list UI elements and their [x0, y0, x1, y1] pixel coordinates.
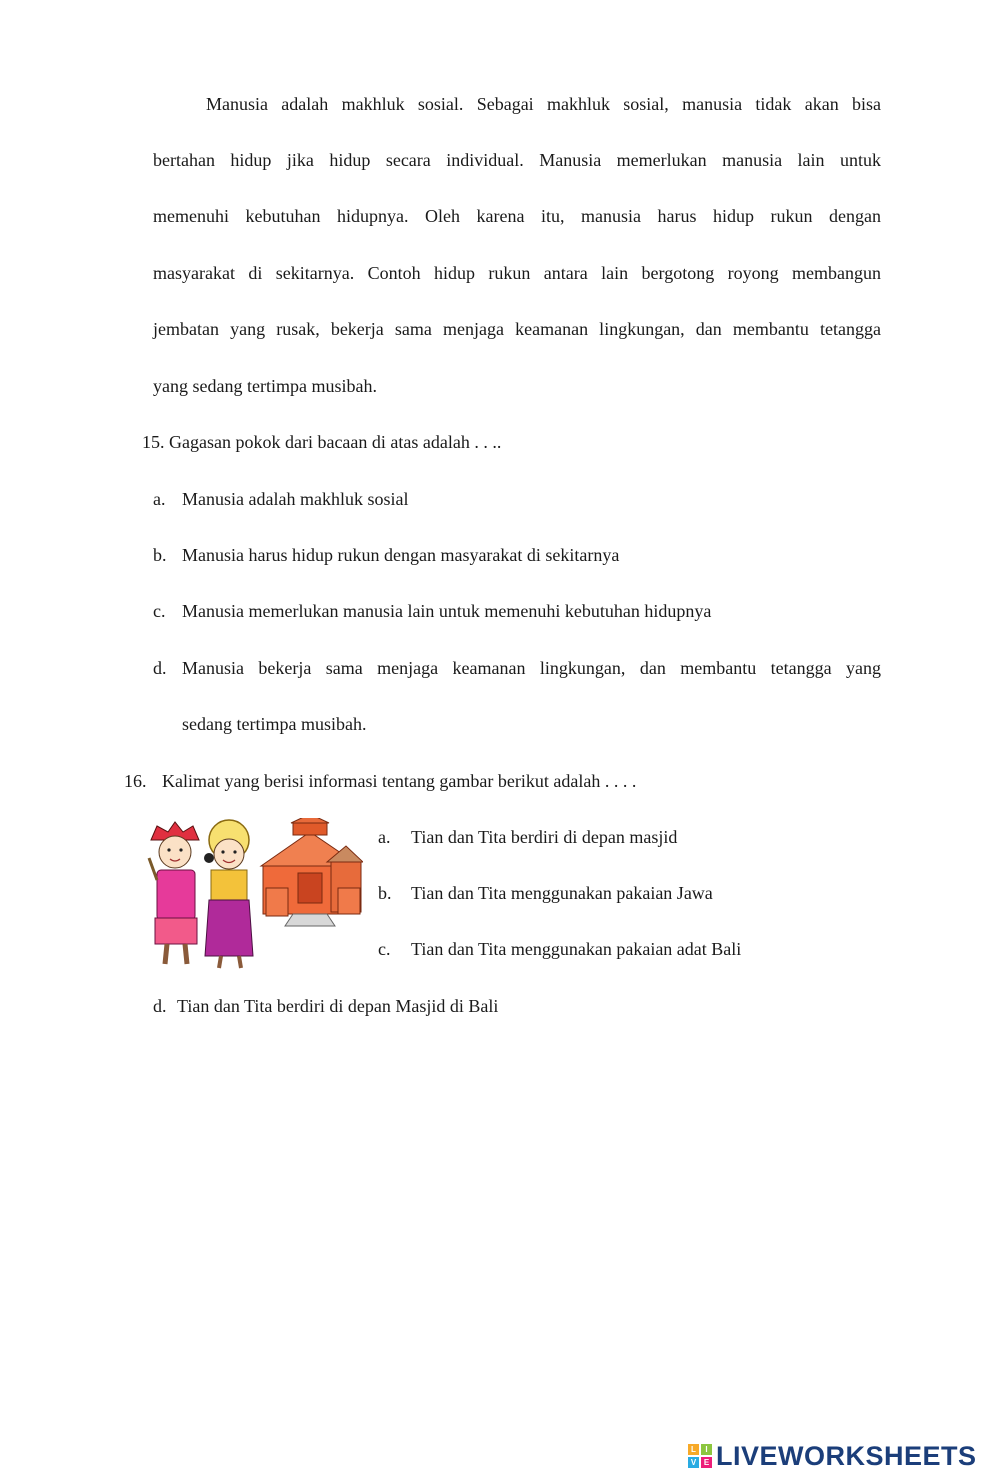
logo-squares-icon: L I V E [688, 1444, 712, 1468]
passage-line-5: jembatan yang rusak, bekerja sama menjaga keamanan lingkungan, dan membantu tetangga [153, 319, 881, 339]
logo-text: LIVEWORKSHEETS [716, 1440, 977, 1471]
question-15-text: 15. Gagasan pokok dari bacaan di atas adalah . . .. [142, 432, 502, 452]
option-letter: b. [378, 883, 392, 903]
passage-line-1: Manusia adalah makhluk sosial. Sebagai makhluk sosial, manusia tidak akan bisa [206, 94, 881, 114]
option-letter: b. [153, 545, 167, 565]
question-16-number: 16. [124, 771, 147, 791]
option-text: Manusia adalah makhluk sosial [182, 489, 409, 509]
liveworksheets-logo[interactable] [688, 1441, 977, 1471]
option-letter: c. [378, 939, 391, 959]
bali-children-illustration [143, 818, 363, 973]
option-text: Manusia memerlukan manusia lain untuk memenuhi kebutuhan hidupnya [182, 601, 712, 621]
option-text: Tian dan Tita berdiri di depan Masjid di Bali [177, 996, 499, 1016]
passage-line-4: masyarakat di sekitarnya. Contoh hidup rukun antara lain bergotong royong membangun [153, 263, 881, 283]
passage-line-6: yang sedang tertimpa musibah. [153, 376, 377, 396]
option-text: Tian dan Tita menggunakan pakaian adat Bali [411, 939, 742, 959]
passage-line-3: memenuhi kebutuhan hidupnya. Oleh karena itu, manusia harus hidup rukun dengan [153, 206, 881, 226]
option-text: Tian dan Tita menggunakan pakaian Jawa [411, 883, 713, 903]
girl-figure [204, 820, 253, 968]
passage-line-2: bertahan hidup jika hidup secara individual. Manusia memerlukan manusia lain untuk [153, 150, 881, 170]
temple-icon [261, 818, 363, 926]
option-text: Manusia harus hidup rukun dengan masyarakat di sekitarnya [182, 545, 620, 565]
option-letter: d. [153, 658, 167, 678]
option-letter: a. [378, 827, 391, 847]
question-16-text: Kalimat yang berisi informasi tentang gambar berikut adalah . . . . [162, 771, 637, 791]
option-text: Manusia bekerja sama menjaga keamanan lingkungan, dan membantu tetangga yang [182, 658, 881, 678]
option-letter: a. [153, 489, 166, 509]
option-text: Tian dan Tita berdiri di depan masjid [411, 827, 678, 847]
option-letter: d. [153, 996, 167, 1016]
boy-figure [149, 822, 199, 964]
option-text-continued: sedang tertimpa musibah. [182, 714, 367, 734]
option-letter: c. [153, 601, 166, 621]
